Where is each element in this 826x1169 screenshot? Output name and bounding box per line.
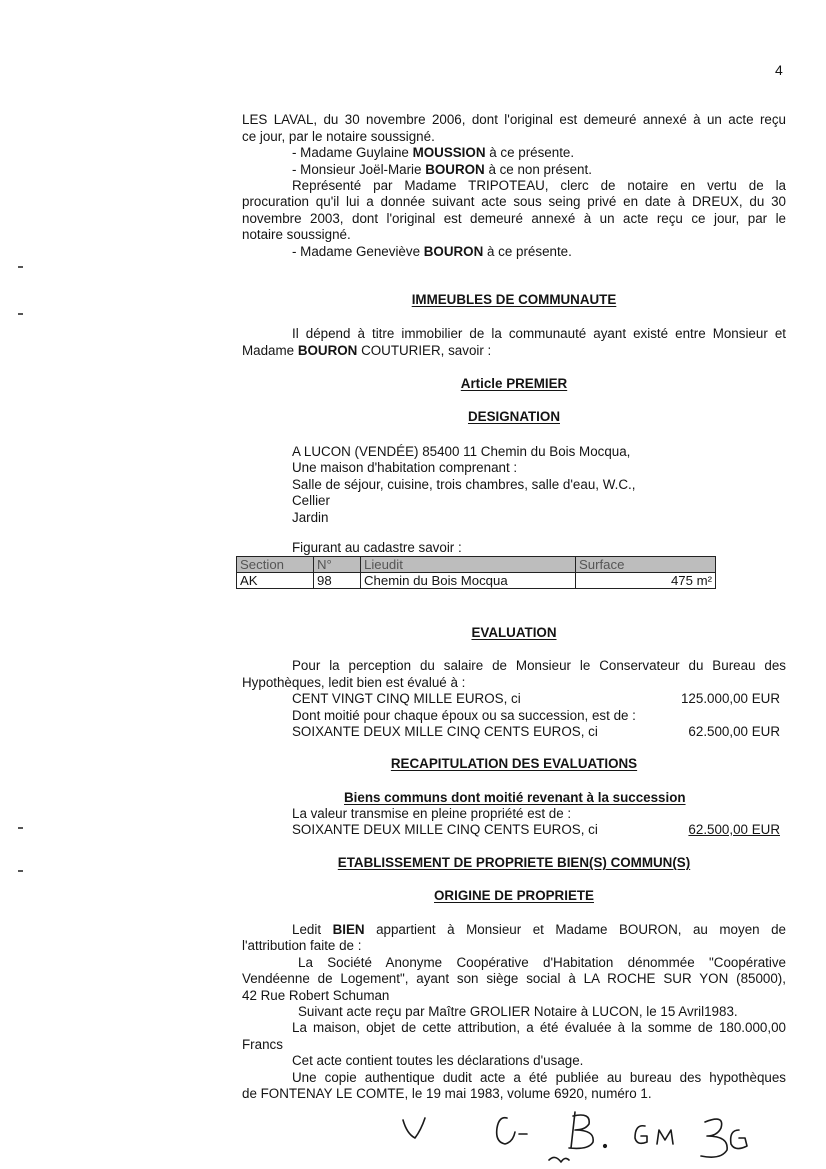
amount-2-text: SOIXANTE DEUX MILLE CINQ CENTS EUROS, ci bbox=[292, 724, 598, 739]
property-address: A LUCON (VENDÉE) 85400 11 Chemin du Bois Mocqua, bbox=[292, 444, 631, 459]
heading-origine-propriete: ORIGINE DE PROPRIETE bbox=[434, 888, 594, 903]
cadastre-cell-numero: 98 bbox=[314, 573, 361, 589]
representation-line-1: Représenté par Madame TRIPOTEAU, clerc de notaire en vertu de la bbox=[292, 178, 786, 193]
initial-mark-6 bbox=[657, 1130, 673, 1144]
property-jardin: Jardin bbox=[292, 510, 329, 525]
evaluation-line-2: Hypothèques, ledit bien est évalué à : bbox=[242, 675, 466, 690]
heading-etablissement: ETABLISSEMENT DE PROPRIETE BIEN(S) COMMUN(S) bbox=[337, 855, 691, 870]
table-row bbox=[237, 573, 716, 589]
initial-mark-9 bbox=[549, 1157, 569, 1162]
margin-mark bbox=[18, 266, 23, 268]
evaluation-line-1: Pour la perception du salaire de Monsieur le Conservateur du Bureau des bbox=[292, 658, 786, 673]
immeubles-line-1: Il dépend à titre immobilier de la communauté ayant existé entre Monsieur et bbox=[292, 326, 786, 341]
initial-mark-7 bbox=[701, 1119, 727, 1157]
recap-amount-value: 62.500,00 EUR bbox=[688, 822, 780, 837]
amount-2-value: 62.500,00 EUR bbox=[688, 724, 780, 739]
amount-1-text: CENT VINGT CINQ MILLE EUROS, ci bbox=[292, 691, 521, 706]
representation-line-4: notaire soussigné. bbox=[242, 227, 351, 242]
cadastre-cell-lieudit: Chemin du Bois Mocqua bbox=[361, 573, 576, 589]
recap-line-1: La valeur transmise en pleine propriété est de : bbox=[292, 806, 572, 821]
margin-mark bbox=[18, 827, 23, 829]
representation-line-3: novembre 2003, dont l'original est demeuré annexé à un acte reçu ce jour, par le bbox=[242, 211, 786, 226]
origine-line-2: l'attribution faite de : bbox=[242, 938, 362, 953]
initial-mark-1 bbox=[403, 1118, 425, 1138]
recap-amount-text: SOIXANTE DEUX MILLE CINQ CENTS EUROS, ci bbox=[292, 822, 598, 837]
origine-line-3: La Société Anonyme Coopérative d'Habitation dénommée "Coopérative bbox=[298, 955, 786, 970]
cadastre-header-section: Section bbox=[237, 557, 314, 573]
heading-designation: DESIGNATION bbox=[467, 409, 560, 424]
heading-evaluation: EVALUATION bbox=[471, 625, 557, 640]
origine-line-1: Ledit BIEN appartient à Monsieur et Madame BOURON, au moyen de bbox=[292, 922, 786, 937]
property-house: Une maison d'habitation comprenant : bbox=[292, 460, 518, 475]
margin-mark bbox=[18, 870, 23, 872]
cadastre-intro: Figurant au cadastre savoir : bbox=[292, 540, 462, 555]
recap-amount-wrapper bbox=[620, 822, 780, 839]
initial-dot bbox=[604, 1145, 607, 1148]
party-moussion: - Madame Guylaine MOUSSION à ce présente. bbox=[292, 145, 575, 160]
cadastre-cell-surface: 475 m² bbox=[576, 573, 716, 589]
origine-line-8: Francs bbox=[242, 1037, 283, 1052]
intro-line-1: LES LAVAL, du 30 novembre 2006, dont l'original est demeuré annexé à un acte reçu bbox=[242, 112, 786, 127]
cadastre-header-lieudit: Lieudit bbox=[361, 557, 576, 573]
origine-line-7: La maison, objet de cette attribution, a été évaluée à la somme de 180.000,00 bbox=[292, 1020, 786, 1035]
page-number: 4 bbox=[775, 62, 783, 78]
cadastre-table bbox=[236, 556, 716, 589]
cadastre-header-surface: Surface bbox=[576, 557, 716, 573]
heading-biens-communs: Biens communs dont moitié revenant à la succession bbox=[344, 790, 686, 805]
origine-line-4: Vendéenne de Logement", ayant son siège social à LA ROCHE SUR YON (85000), bbox=[242, 971, 786, 986]
property-cellier: Cellier bbox=[292, 493, 330, 508]
initial-mark-2 bbox=[497, 1118, 515, 1144]
evaluation-moitie: Dont moitié pour chaque époux ou sa succession, est de : bbox=[292, 708, 636, 723]
initial-mark-8 bbox=[731, 1130, 747, 1149]
cadastre-header-row bbox=[237, 557, 716, 573]
origine-line-10: Une copie authentique dudit acte a été publiée au bureau des hypothèques bbox=[292, 1070, 786, 1085]
property-rooms: Salle de séjour, cuisine, trois chambres, salle d'eau, W.C., bbox=[292, 477, 636, 492]
party-genevieve-bouron: - Madame Geneviève BOURON à ce présente. bbox=[292, 244, 572, 259]
party-joel-marie-bouron: - Monsieur Joël-Marie BOURON à ce non présent. bbox=[292, 162, 592, 177]
amount-1-value: 125.000,00 EUR bbox=[680, 691, 780, 706]
cadastre-header-numero: N° bbox=[314, 557, 361, 573]
origine-line-11: de FONTENAY LE COMTE, le 19 mai 1983, volume 6920, numéro 1. bbox=[242, 1086, 652, 1101]
origine-line-9: Cet acte contient toutes les déclarations d'usage. bbox=[292, 1053, 584, 1068]
heading-article-premier: Article PREMIER bbox=[460, 376, 568, 391]
origine-line-5: 42 Rue Robert Schuman bbox=[242, 988, 390, 1003]
intro-line-2: ce jour, par le notaire soussigné. bbox=[242, 129, 435, 144]
origine-line-6: Suivant acte reçu par Maître GROLIER Notaire à LUCON, le 15 Avril1983. bbox=[298, 1004, 738, 1019]
initial-mark-4 bbox=[569, 1112, 593, 1148]
initial-mark-5 bbox=[635, 1126, 647, 1144]
heading-recapitulation: RECAPITULATION DES EVALUATIONS bbox=[390, 756, 638, 771]
heading-immeubles: IMMEUBLES DE COMMUNAUTE bbox=[411, 292, 617, 307]
representation-line-2: procuration qu'il lui a donnée suivant acte sous seing privé en date à DREUX, du 30 bbox=[242, 194, 786, 209]
immeubles-line-2: Madame BOURON COUTURIER, savoir : bbox=[242, 343, 492, 358]
handwritten-initials bbox=[395, 1108, 775, 1166]
cadastre-cell-section: AK bbox=[237, 573, 314, 589]
margin-mark bbox=[18, 313, 23, 315]
